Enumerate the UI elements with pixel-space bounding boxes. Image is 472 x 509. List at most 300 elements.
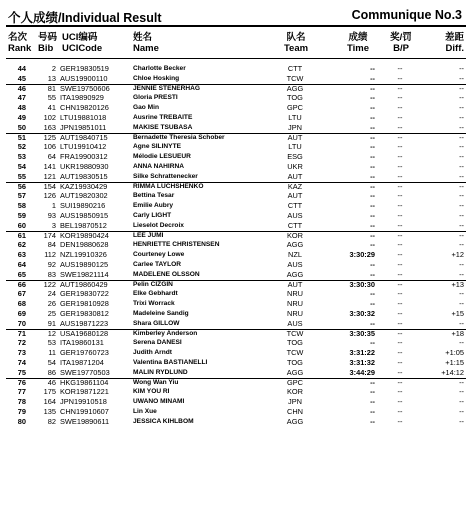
team-cell: KAZ	[287, 181, 303, 191]
time-cell: --	[370, 171, 375, 181]
diff-cell: --	[459, 416, 464, 426]
uci-code-cell: SWE19770503	[60, 367, 110, 377]
team-cell: NZL	[288, 250, 302, 260]
diff-cell: --	[459, 259, 464, 269]
rider-name-cell: Pelin CIZGIN	[133, 280, 173, 288]
diff-cell: --	[459, 406, 464, 416]
time-cell: --	[370, 338, 375, 348]
table-row	[0, 133, 472, 143]
time-cell: 3:44:29	[349, 367, 375, 377]
table-row	[0, 152, 472, 162]
bonus-penalty-cell: --	[397, 210, 403, 220]
uci-code-cell: SUI19890216	[60, 201, 106, 211]
team-cell: AGG	[286, 367, 304, 377]
bonus-penalty-cell: --	[397, 240, 403, 250]
header-top-rule	[6, 25, 466, 27]
diff-cell: --	[459, 230, 464, 240]
time-cell: --	[370, 73, 375, 83]
diff-cell: --	[459, 181, 464, 191]
diff-cell: +12	[451, 250, 464, 260]
diff-cell: --	[459, 122, 464, 132]
bonus-penalty-cell: --	[397, 73, 403, 83]
rider-name-cell: Charlotte Becker	[133, 65, 186, 72]
rank-cell: 65	[17, 269, 26, 279]
bib-cell: 122	[43, 279, 56, 289]
bib-cell: 64	[47, 152, 56, 162]
team-cell: CTT	[287, 201, 303, 211]
rank-cell: 45	[17, 73, 26, 83]
rider-name-cell: Kimberley Anderson	[133, 329, 198, 337]
bonus-penalty-cell: --	[397, 387, 403, 397]
table-row	[0, 142, 472, 152]
uci-code-cell: AUS19890125	[60, 259, 109, 269]
bib-cell: 135	[43, 406, 56, 416]
rider-name-cell: Trixi Worrack	[133, 300, 175, 308]
rank-cell: 61	[17, 230, 26, 240]
rider-name-cell: MAKISE TSUBASA	[133, 123, 193, 131]
bib-cell: 112	[44, 250, 56, 260]
uci-code-cell: AUT19860429	[60, 279, 108, 289]
rank-cell: 46	[17, 83, 26, 93]
rank-cell: 72	[17, 338, 26, 348]
bonus-penalty-cell: --	[397, 230, 403, 240]
bonus-penalty-cell: --	[397, 318, 403, 328]
bib-cell: 25	[47, 308, 56, 318]
bonus-penalty-cell: --	[397, 112, 403, 122]
time-cell: --	[370, 83, 375, 93]
team-cell: NRU	[286, 308, 303, 318]
rank-cell: 59	[17, 210, 26, 220]
time-cell: --	[370, 191, 375, 201]
team-cell: AUS	[287, 318, 303, 328]
time-cell: --	[370, 397, 375, 407]
diff-cell: --	[459, 191, 464, 201]
time-cell: --	[370, 152, 375, 162]
time-cell: --	[370, 416, 375, 426]
rank-cell: 47	[17, 93, 26, 103]
col-diff-header: 差距 Diff.	[444, 32, 464, 54]
rider-name-cell: Elke Gebhardt	[133, 290, 178, 298]
uci-code-cell: LTU19881018	[60, 112, 107, 122]
time-cell: --	[370, 103, 375, 113]
bonus-penalty-cell: --	[397, 328, 403, 338]
rank-cell: 52	[17, 142, 26, 152]
table-row	[0, 407, 472, 417]
table-row	[0, 123, 472, 133]
team-cell: GPC	[286, 103, 303, 113]
team-cell: NRU	[286, 289, 303, 299]
time-cell: 3:30:29	[349, 250, 375, 260]
bib-cell: 3	[51, 220, 56, 230]
uci-code-cell: CHN19820126	[60, 103, 109, 113]
bonus-penalty-cell: --	[397, 161, 403, 171]
bonus-penalty-cell: --	[397, 201, 403, 211]
rider-name-cell: MADELENE OLSSON	[133, 270, 200, 278]
team-cell: AUT	[287, 279, 303, 289]
table-row	[0, 338, 472, 348]
bib-cell: 92	[47, 259, 56, 269]
rank-cell: 63	[17, 250, 26, 260]
table-row	[0, 348, 472, 358]
diff-cell: --	[459, 240, 464, 250]
rank-cell: 74	[17, 357, 26, 367]
diff-cell: +18	[451, 328, 464, 338]
rank-cell: 68	[17, 299, 26, 309]
team-cell: ESG	[287, 152, 303, 162]
diff-cell: --	[459, 377, 464, 387]
rider-name-cell: Ausrine TREBAITE	[133, 113, 193, 121]
table-row	[0, 289, 472, 299]
team-cell: CHN	[286, 406, 303, 416]
time-cell: --	[370, 64, 375, 73]
col-name-header: 姓名 Name	[133, 32, 159, 54]
time-cell: --	[370, 210, 375, 220]
team-cell: TOG	[287, 338, 303, 348]
time-cell: --	[370, 161, 375, 171]
team-cell: AUS	[287, 259, 303, 269]
uci-code-cell: SWE19750606	[60, 83, 110, 93]
uci-code-cell: AUT19840715	[60, 132, 108, 142]
table-row	[0, 368, 472, 378]
uci-code-cell: LTU19910412	[60, 142, 107, 152]
bib-cell: 174	[43, 230, 56, 240]
uci-code-cell: KOR19890424	[60, 230, 109, 240]
team-cell: AUT	[287, 132, 303, 142]
bonus-penalty-cell: --	[397, 191, 403, 201]
uci-code-cell: SWE19821114	[60, 269, 109, 279]
time-cell: --	[370, 132, 375, 142]
rider-name-cell: Judith Arndt	[133, 349, 172, 357]
bib-cell: 11	[48, 348, 56, 358]
bonus-penalty-cell: --	[397, 64, 403, 73]
diff-cell: --	[459, 220, 464, 230]
communique-label: Communique No.3	[351, 8, 462, 22]
diff-cell: --	[459, 103, 464, 113]
diff-cell: --	[459, 142, 464, 152]
bib-cell: 41	[47, 103, 56, 113]
bib-cell: 126	[43, 191, 56, 201]
bib-cell: 2	[51, 64, 56, 73]
team-cell: TCW	[286, 73, 304, 83]
table-row	[0, 64, 472, 74]
col-team-header: 队名 Team	[283, 32, 309, 54]
team-cell: TCW	[286, 328, 304, 338]
time-cell: --	[370, 122, 375, 132]
diff-cell: +1:05	[445, 348, 464, 358]
time-cell: --	[370, 93, 375, 103]
diff-cell: --	[459, 64, 464, 73]
bonus-penalty-cell: --	[397, 289, 403, 299]
team-cell: AGG	[286, 416, 304, 426]
table-row	[0, 103, 472, 113]
bonus-penalty-cell: --	[397, 416, 403, 426]
table-row	[0, 201, 472, 211]
bonus-penalty-cell: --	[397, 220, 403, 230]
table-row	[0, 280, 472, 290]
diff-cell: +15	[451, 308, 464, 318]
rider-name-cell: Bernadette Theresia Schober	[133, 133, 225, 141]
diff-cell: --	[459, 318, 464, 328]
bib-cell: 106	[43, 142, 56, 152]
team-cell: JPN	[288, 397, 302, 407]
bonus-penalty-cell: --	[397, 93, 403, 103]
table-row	[0, 387, 472, 397]
uci-code-cell: ITA19871204	[60, 357, 104, 367]
rank-cell: 44	[17, 64, 26, 73]
diff-cell: --	[459, 201, 464, 211]
rider-name-cell: Bettina Tesar	[133, 192, 175, 200]
table-row	[0, 182, 472, 192]
time-cell: --	[370, 289, 375, 299]
rank-cell: 79	[17, 406, 26, 416]
team-cell: AUS	[287, 210, 303, 220]
bonus-penalty-cell: --	[397, 338, 403, 348]
table-row	[0, 162, 472, 172]
bonus-penalty-cell: --	[397, 132, 403, 142]
time-cell: --	[370, 269, 375, 279]
bonus-penalty-cell: --	[397, 299, 403, 309]
team-cell: GPC	[286, 377, 303, 387]
time-cell: --	[370, 181, 375, 191]
bib-cell: 91	[47, 318, 56, 328]
time-cell: 3:30:32	[349, 308, 375, 318]
rider-name-cell: LEE JUMI	[133, 231, 164, 239]
bib-cell: 24	[47, 289, 56, 299]
uci-code-cell: GER19830722	[60, 289, 109, 299]
rider-name-cell: Wong Wan Yiu	[133, 378, 179, 386]
bonus-penalty-cell: --	[397, 308, 403, 318]
table-row	[0, 397, 472, 407]
rank-cell: 54	[17, 161, 26, 171]
uci-code-cell: FRA19900312	[60, 152, 108, 162]
rank-cell: 71	[17, 328, 26, 338]
table-row	[0, 172, 472, 182]
table-row	[0, 299, 472, 309]
table-row	[0, 260, 472, 270]
uci-code-cell: ITA19860131	[60, 338, 104, 348]
bonus-penalty-cell: --	[397, 122, 403, 132]
rider-name-cell: Chloe Hosking	[133, 74, 180, 82]
bib-cell: 175	[43, 387, 56, 397]
time-cell: --	[370, 406, 375, 416]
uci-code-cell: BEL19870512	[60, 220, 107, 230]
time-cell: --	[370, 259, 375, 269]
col-ucicode-header: UCI编码 UCICode	[62, 32, 103, 54]
rider-name-cell: Courteney Lowe	[133, 251, 185, 259]
bonus-penalty-cell: --	[397, 406, 403, 416]
bonus-penalty-cell: --	[397, 279, 403, 289]
result-header	[0, 0, 472, 60]
rider-name-cell: Lieselot Decroix	[133, 221, 184, 229]
bib-cell: 141	[43, 161, 56, 171]
rank-cell: 77	[17, 387, 26, 397]
table-row	[0, 358, 472, 368]
bib-cell: 86	[47, 367, 56, 377]
table-row	[0, 378, 472, 388]
table-row	[0, 240, 472, 250]
rider-name-cell: Agne SILINYTE	[133, 143, 181, 151]
uci-code-cell: GER19830519	[60, 64, 109, 73]
rider-name-cell: Madeleine Sandig	[133, 309, 189, 317]
rider-name-cell: UWANO MINAMI	[133, 398, 185, 406]
bib-cell: 26	[47, 299, 56, 309]
bib-cell: 154	[43, 181, 56, 191]
diff-cell: --	[459, 152, 464, 162]
diff-cell: --	[459, 387, 464, 397]
diff-cell: --	[459, 299, 464, 309]
bib-cell: 46	[47, 377, 56, 387]
table-row	[0, 211, 472, 221]
result-table	[0, 64, 472, 426]
rider-name-cell: JESSICA KIHLBOM	[133, 417, 194, 425]
team-cell: TOG	[287, 357, 303, 367]
diff-cell: --	[459, 171, 464, 181]
diff-cell: +13	[451, 279, 464, 289]
bib-cell: 84	[47, 240, 56, 250]
rank-cell: 70	[17, 318, 26, 328]
bib-cell: 163	[43, 122, 56, 132]
time-cell: 3:31:32	[349, 357, 375, 367]
uci-code-cell: AUT19820302	[60, 191, 108, 201]
rider-name-cell: JENNIE STENERHAG	[133, 84, 201, 92]
rider-name-cell: ANNA NAHIRNA	[133, 162, 185, 170]
time-cell: --	[370, 318, 375, 328]
col-rank-header: 名次 Rank	[8, 32, 32, 54]
rank-cell: 64	[17, 259, 26, 269]
bonus-penalty-cell: --	[397, 269, 403, 279]
team-cell: LTU	[288, 142, 302, 152]
bonus-penalty-cell: --	[397, 348, 403, 358]
time-cell: --	[370, 112, 375, 122]
rank-cell: 51	[17, 132, 26, 142]
rank-cell: 56	[17, 181, 26, 191]
uci-code-cell: AUS19850915	[60, 210, 109, 220]
time-cell: --	[370, 387, 375, 397]
bib-cell: 164	[43, 397, 56, 407]
uci-code-cell: AUS19871223	[60, 318, 109, 328]
bib-cell: 12	[47, 328, 56, 338]
time-cell: --	[370, 230, 375, 240]
rank-cell: 66	[17, 279, 26, 289]
header-bottom-rule	[6, 58, 466, 59]
uci-code-cell: ITA19890929	[60, 93, 104, 103]
rider-name-cell: MALIN RYDLUND	[133, 368, 188, 376]
diff-cell: --	[459, 397, 464, 407]
table-row	[0, 191, 472, 201]
uci-code-cell: KOR19871221	[60, 387, 109, 397]
rider-name-cell: Valentina BASTIANELLI	[133, 358, 208, 366]
team-cell: UKR	[287, 161, 303, 171]
table-row	[0, 84, 472, 94]
rider-name-cell: HENRIETTE CHRISTENSEN	[133, 241, 220, 249]
team-cell: JPN	[288, 122, 302, 132]
rider-name-cell: Mélodie LESUEUR	[133, 153, 191, 161]
uci-code-cell: AUT19830515	[60, 171, 108, 181]
bonus-penalty-cell: --	[397, 152, 403, 162]
time-cell: --	[370, 299, 375, 309]
rider-name-cell: KIM YOU RI	[133, 388, 170, 396]
uci-code-cell: KAZ19930429	[60, 181, 108, 191]
time-cell: --	[370, 201, 375, 211]
uci-code-cell: GER19810928	[60, 299, 109, 309]
bib-cell: 121	[43, 171, 56, 181]
bonus-penalty-cell: --	[397, 103, 403, 113]
bib-cell: 125	[43, 132, 56, 142]
diff-cell: --	[459, 289, 464, 299]
bib-cell: 81	[47, 83, 56, 93]
bonus-penalty-cell: --	[397, 357, 403, 367]
bib-cell: 83	[47, 269, 56, 279]
rank-cell: 80	[17, 416, 26, 426]
rank-cell: 75	[17, 367, 26, 377]
uci-code-cell: JPN19910518	[60, 397, 107, 407]
rank-cell: 50	[17, 122, 26, 132]
rider-name-cell: Serena DANESI	[133, 339, 182, 347]
bib-cell: 13	[47, 73, 56, 83]
col-time-header: 成绩 Time	[346, 32, 369, 54]
rider-name-cell: Emilie Aubry	[133, 202, 174, 210]
uci-code-cell: JPN19851011	[60, 122, 107, 132]
uci-code-cell: GER19830812	[60, 308, 109, 318]
uci-code-cell: SWE19890611	[60, 416, 110, 426]
team-cell: LTU	[288, 112, 302, 122]
time-cell: 3:30:35	[349, 328, 375, 338]
diff-cell: --	[459, 132, 464, 142]
team-cell: CTT	[287, 220, 303, 230]
rank-cell: 73	[17, 348, 26, 358]
uci-code-cell: CHN19910607	[60, 406, 109, 416]
team-cell: KOR	[286, 230, 303, 240]
bonus-penalty-cell: --	[397, 83, 403, 93]
bib-cell: 54	[47, 357, 56, 367]
diff-cell: --	[459, 112, 464, 122]
time-cell: --	[370, 220, 375, 230]
bonus-penalty-cell: --	[397, 171, 403, 181]
table-row	[0, 250, 472, 260]
rank-cell: 48	[17, 103, 26, 113]
rider-name-cell: Shara GILLOW	[133, 319, 180, 327]
bib-cell: 1	[51, 201, 56, 211]
team-cell: AGG	[286, 83, 304, 93]
rank-cell: 49	[17, 112, 26, 122]
team-cell: CTT	[287, 64, 303, 73]
bib-cell: 102	[43, 112, 56, 122]
uci-code-cell: UKR19880930	[60, 161, 109, 171]
col-bp-header: 奖/罚 B/P	[390, 32, 412, 54]
rider-name-cell: Carly LIGHT	[133, 211, 172, 219]
table-row	[0, 93, 472, 103]
rank-cell: 78	[17, 397, 26, 407]
bib-cell: 93	[47, 210, 56, 220]
uci-code-cell: HKG19861104	[60, 377, 109, 387]
team-cell: TCW	[286, 348, 304, 358]
rider-name-cell: Gloria PRESTI	[133, 94, 178, 102]
uci-code-cell: DEN19880628	[60, 240, 109, 250]
uci-code-cell: USA19680128	[60, 328, 109, 338]
bonus-penalty-cell: --	[397, 181, 403, 191]
bonus-penalty-cell: --	[397, 367, 403, 377]
diff-cell: --	[459, 269, 464, 279]
table-row	[0, 74, 472, 84]
col-bib-header: 号码 Bib	[38, 32, 58, 54]
rank-cell: 60	[17, 220, 26, 230]
rank-cell: 69	[17, 308, 26, 318]
rider-name-cell: RIMMA LUCHSHENKO	[133, 182, 204, 190]
team-cell: AGG	[286, 240, 304, 250]
rank-cell: 62	[17, 240, 26, 250]
rank-cell: 76	[17, 377, 26, 387]
diff-cell: --	[459, 338, 464, 348]
